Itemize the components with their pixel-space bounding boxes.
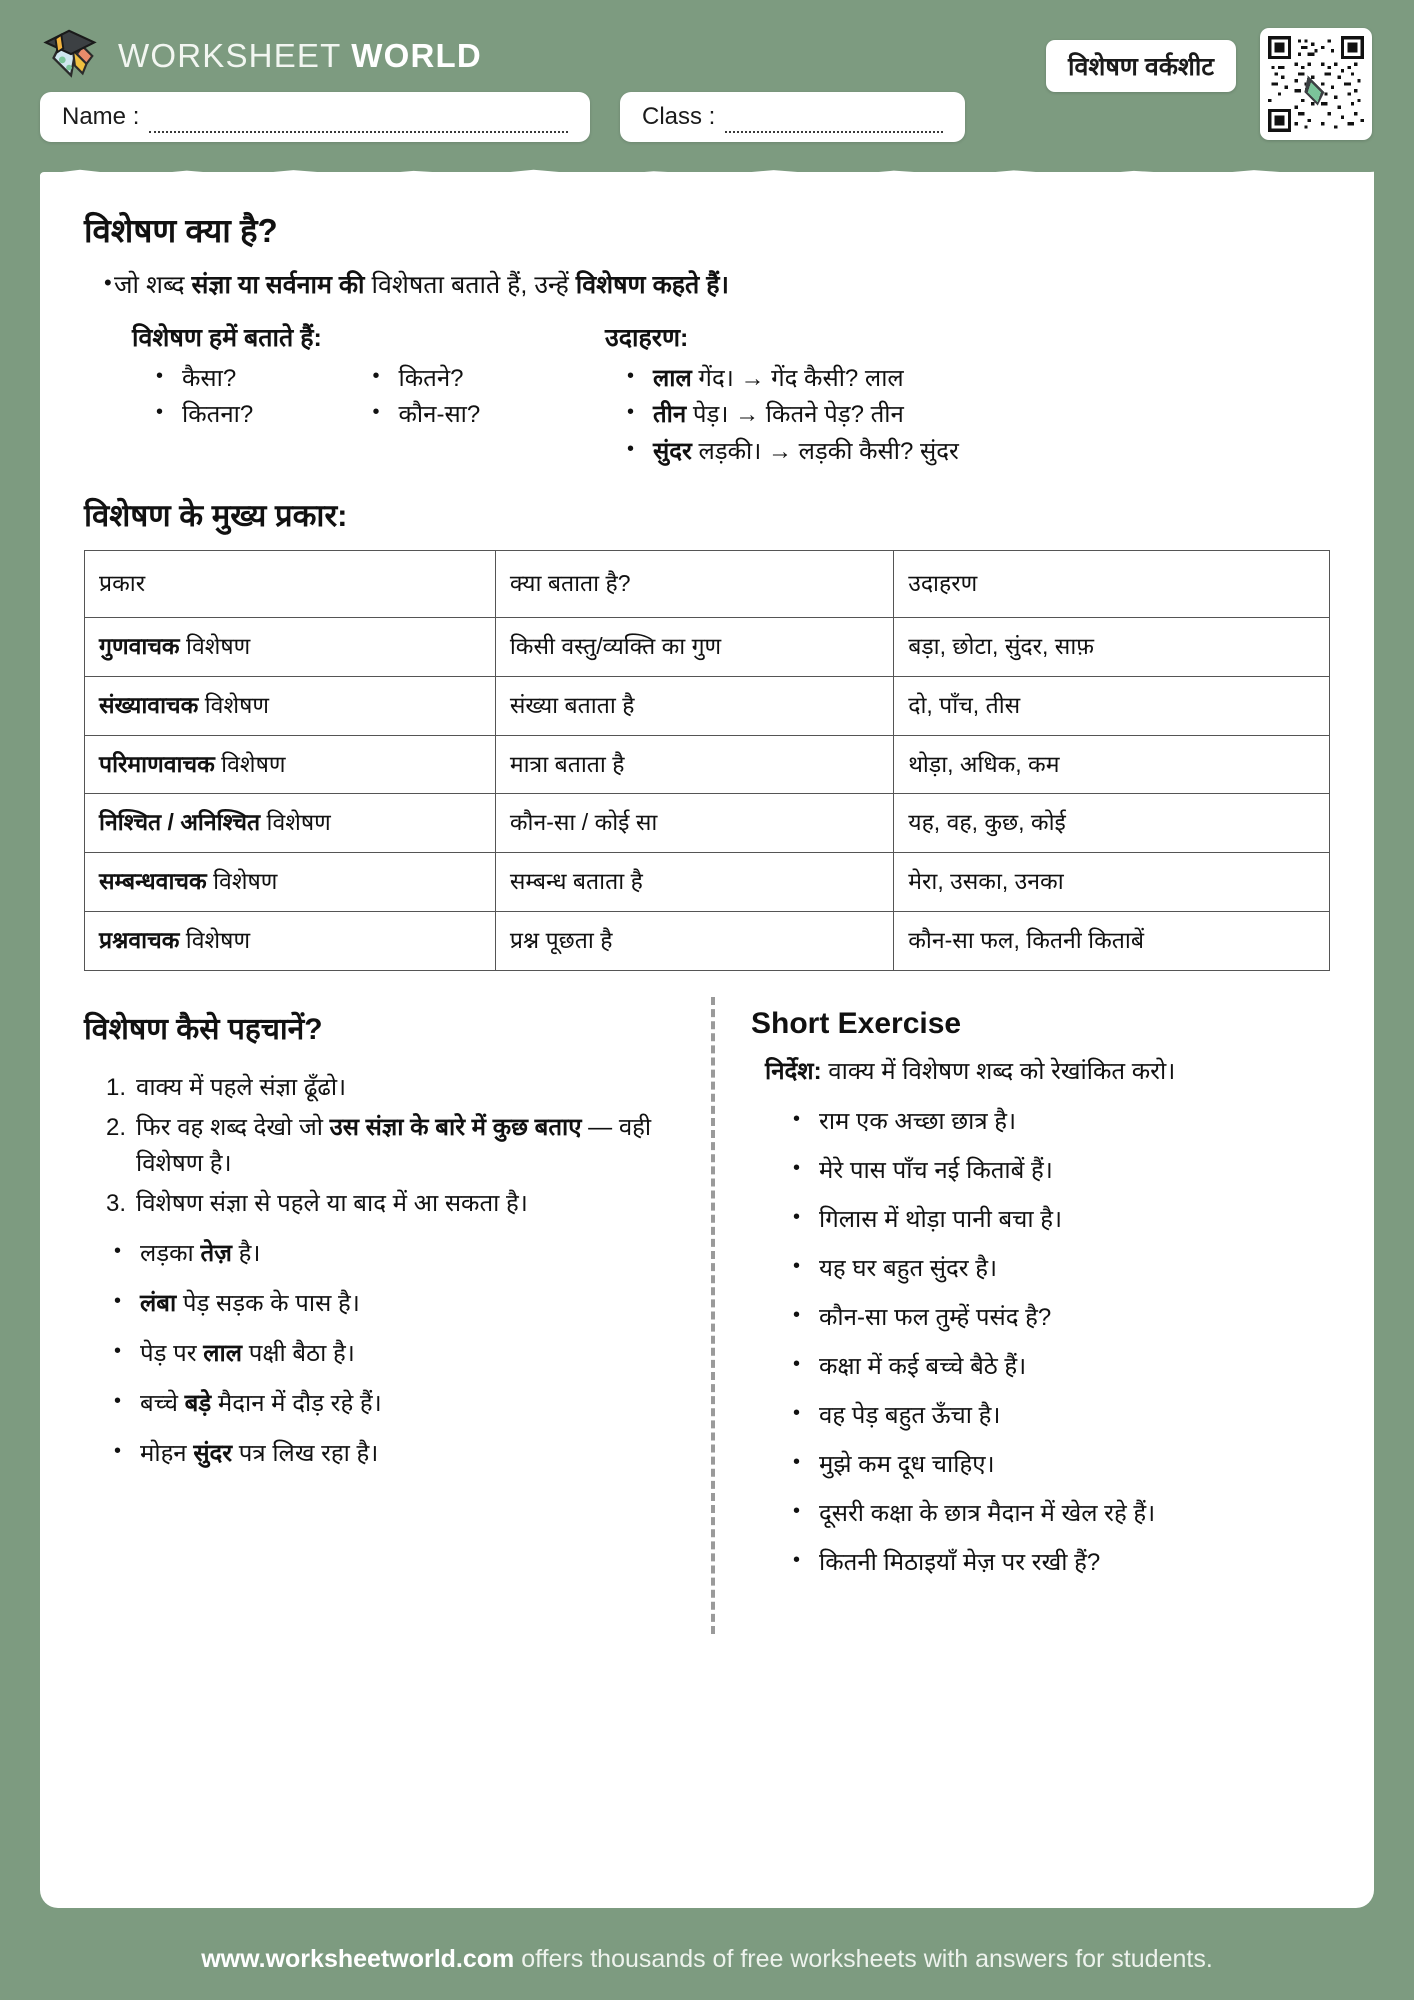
cell-type: परिमाणवाचक विशेषण	[85, 735, 496, 794]
list-item[interactable]: • कितनी मिठाइयाँ मेज़ पर रखी हैं?	[793, 1545, 1330, 1581]
footer-site[interactable]: www.worksheetworld.com	[201, 1945, 515, 1973]
cell-type: गुणवाचक विशेषण	[85, 617, 496, 676]
student-fields	[40, 86, 1374, 142]
list-item[interactable]: • कौन-सा फल तुम्हें पसंद है?	[793, 1300, 1330, 1336]
list-item	[156, 362, 373, 397]
name-label: Name :	[62, 103, 140, 130]
page-title: विशेषण क्या है?	[84, 212, 278, 249]
list-item: फिर वह शब्द देखो जो उस संज्ञा के बारे में कुछ बताए — वही विशेषण है।	[136, 1114, 652, 1178]
cell-example: मेरा, उसका, उनका	[894, 853, 1330, 912]
name-field[interactable]	[40, 92, 590, 142]
bullet-icon: •	[156, 364, 164, 387]
table-row	[85, 735, 1330, 794]
list-item	[627, 398, 1330, 433]
brand-light: WORKSHEET	[118, 37, 341, 74]
brand-bold: WORLD	[351, 37, 482, 74]
definition-line	[84, 267, 1330, 303]
worksheet-topic-badge: विशेषण वर्कशीट	[1046, 40, 1236, 92]
list-item[interactable]: • गिलास में थोड़ा पानी बचा है।	[793, 1202, 1330, 1238]
example-text: तीन पेड़। → कितने पेड़? तीन	[653, 401, 904, 429]
cell-tells: किसी वस्तु/व्यक्ति का गुण	[495, 617, 893, 676]
list-item	[373, 362, 590, 397]
cell-tells: सम्बन्ध बताता है	[495, 853, 893, 912]
table-row	[85, 794, 1330, 853]
column-header-type: प्रकार	[85, 550, 496, 617]
list-item[interactable]: • मेरे पास पाँच नई किताबें हैं।	[793, 1153, 1330, 1189]
question-word: कितने?	[398, 364, 464, 392]
worksheet-paper	[40, 172, 1374, 1908]
page-header	[0, 0, 1414, 170]
question-words-col-2	[373, 362, 590, 436]
name-write-line[interactable]	[149, 113, 568, 133]
bullet-icon: •	[627, 401, 635, 424]
list-item: • लंबा पेड़ सड़क के पास है।	[114, 1286, 673, 1322]
short-exercise-section	[707, 1007, 1330, 1594]
bottom-sections	[84, 997, 1330, 1594]
cell-example: यह, वह, कुछ, कोई	[894, 794, 1330, 853]
exercise-directive: निर्देश: वाक्य में विशेषण शब्द को रेखांकित करो।	[765, 1058, 1176, 1086]
footer-text: offers thousands of free worksheets with answers for students.	[514, 1945, 1213, 1973]
class-field[interactable]	[620, 92, 965, 142]
cell-tells: प्रश्न पूछता है	[495, 912, 893, 971]
types-heading: विशेषण के मुख्य प्रकार:	[84, 497, 348, 533]
bullet-icon: •	[627, 438, 635, 461]
list-item[interactable]: • राम एक अच्छा छात्र है।	[793, 1104, 1330, 1140]
cell-type: निश्चित / अनिश्चित विशेषण	[85, 794, 496, 853]
cell-example: कौन-सा फल, कितनी किताबें	[894, 912, 1330, 971]
list-item[interactable]: • यह घर बहुत सुंदर है।	[793, 1251, 1330, 1287]
definition-text: जो शब्द संज्ञा या सर्वनाम की विशेषता बताते हैं, उन्हें विशेषण कहते हैं।	[114, 271, 730, 300]
examples-block	[589, 320, 1330, 472]
question-word: कौन-सा?	[398, 401, 481, 429]
bullet-icon: •	[627, 364, 635, 387]
question-word: कैसा?	[182, 364, 237, 392]
column-header-example: उदाहरण	[894, 550, 1330, 617]
list-item: • पेड़ पर लाल पक्षी बैठा है।	[114, 1336, 673, 1372]
cell-example: थोड़ा, अधिक, कम	[894, 735, 1330, 794]
example-text: सुंदर लड़की। → लड़की कैसी? सुंदर	[653, 438, 959, 466]
list-item: • मोहन सुंदर पत्र लिख रहा है।	[114, 1436, 673, 1472]
list-item[interactable]: • कक्षा में कई बच्चे बैठे हैं।	[793, 1349, 1330, 1385]
class-write-line[interactable]	[725, 113, 943, 133]
bullet-icon: •	[372, 401, 380, 424]
cell-tells: कौन-सा / कोई सा	[495, 794, 893, 853]
exercise-heading: Short Exercise	[751, 1007, 962, 1041]
list-item: • बच्चे बड़े मैदान में दौड़ रहे हैं।	[114, 1386, 673, 1422]
exercise-questions	[751, 1104, 1330, 1581]
bullet-icon: •	[104, 270, 112, 296]
tell-us-heading: विशेषण हमें बताते हैं:	[132, 323, 322, 352]
bullet-icon: •	[156, 401, 164, 424]
cell-type: प्रश्नवाचक विशेषण	[85, 912, 496, 971]
list-item: वाक्य में पहले संज्ञा ढूँढो।	[136, 1074, 347, 1102]
graduation-cap-pencil-logo	[40, 25, 102, 87]
cell-example: दो, पाँच, तीस	[894, 676, 1330, 735]
question-word: कितना?	[182, 401, 254, 429]
cell-type: सम्बन्धवाचक विशेषण	[85, 853, 496, 912]
list-item: • लड़का तेज़ है।	[114, 1236, 673, 1272]
list-item[interactable]: • वह पेड़ बहुत ऊँचा है।	[793, 1398, 1330, 1434]
table-row	[85, 676, 1330, 735]
identify-heading: विशेषण कैसे पहचानें?	[84, 1013, 323, 1047]
identify-steps	[84, 1070, 673, 1222]
tell-us-block	[84, 320, 589, 472]
table-row	[85, 853, 1330, 912]
page-footer	[0, 1945, 1414, 1974]
identify-examples	[84, 1236, 673, 1472]
question-words-col-1	[156, 362, 373, 436]
cell-tells: मात्रा बताता है	[495, 735, 893, 794]
examples-heading: उदाहरण:	[605, 323, 689, 352]
identify-section	[84, 1007, 707, 1594]
table-header-row	[85, 550, 1330, 617]
cell-type: संख्यावाचक विशेषण	[85, 676, 496, 735]
adjective-types-table	[84, 550, 1330, 971]
table-row	[85, 617, 1330, 676]
examples-list	[605, 362, 1330, 470]
list-item	[156, 398, 373, 433]
question-words-grid	[132, 362, 589, 436]
cell-tells: संख्या बताता है	[495, 676, 893, 735]
list-item	[373, 398, 590, 433]
list-item	[627, 435, 1330, 470]
brand-title	[118, 37, 482, 75]
list-item[interactable]: • मुझे कम दूध चाहिए।	[793, 1447, 1330, 1483]
class-label: Class :	[642, 103, 716, 130]
list-item	[627, 362, 1330, 397]
column-header-tells: क्या बताता है?	[495, 550, 893, 617]
qr-code[interactable]	[1260, 28, 1372, 140]
cell-example: बड़ा, छोटा, सुंदर, साफ़	[894, 617, 1330, 676]
bullet-icon: •	[372, 364, 380, 387]
info-columns	[84, 320, 1330, 472]
list-item: विशेषण संज्ञा से पहले या बाद में आ सकता है।	[136, 1190, 528, 1218]
list-item[interactable]: • दूसरी कक्षा के छात्र मैदान में खेल रहे हैं।	[793, 1496, 1330, 1532]
table-row	[85, 912, 1330, 971]
example-text: लाल गेंद। → गेंद कैसी? लाल	[653, 364, 904, 392]
